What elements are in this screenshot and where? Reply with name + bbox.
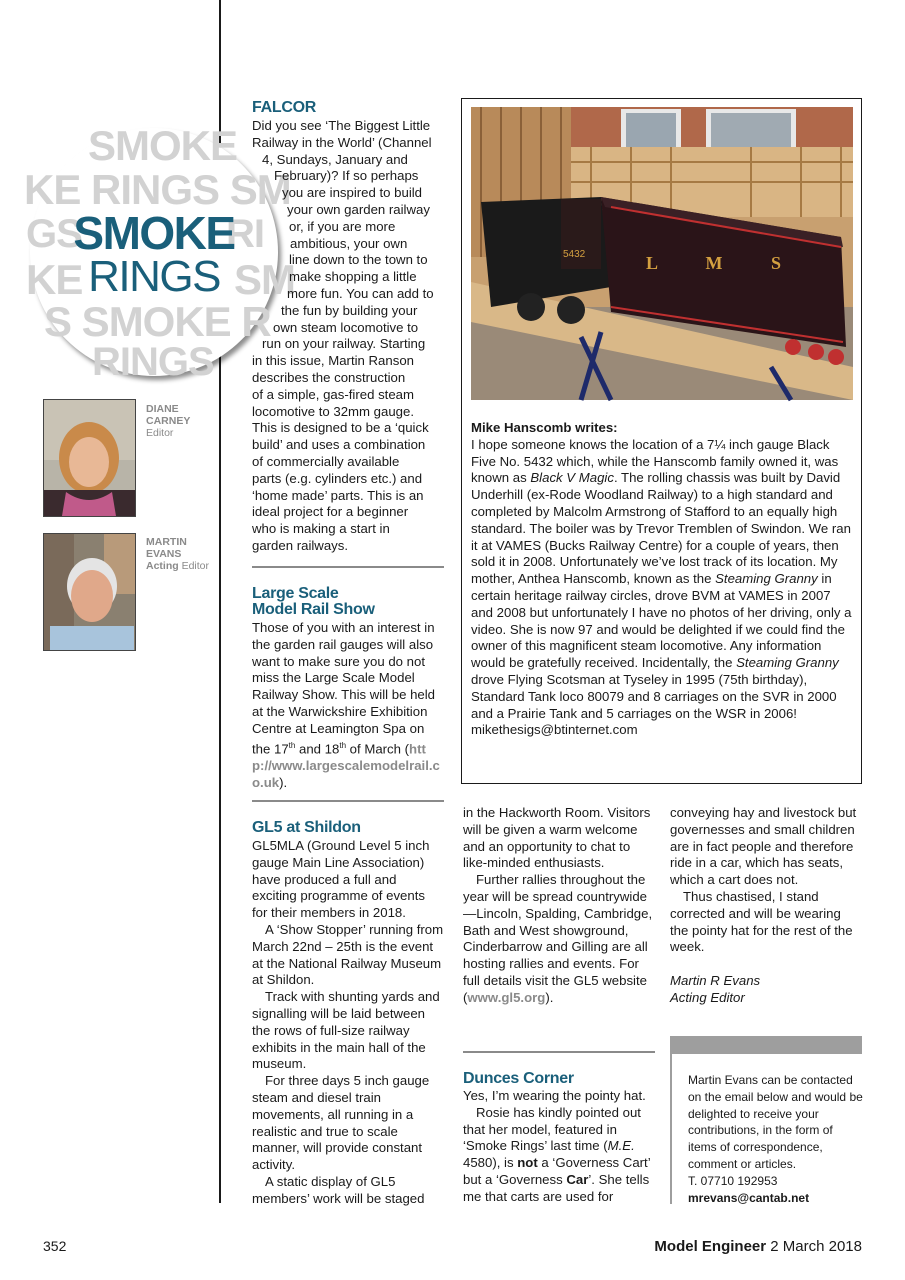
text-line: build’ and uses a combination: [252, 437, 426, 453]
contact-side-bar: [670, 1054, 672, 1204]
large-scale-link[interactable]: http://www.largescalemodelrail.co.uk: [252, 740, 440, 790]
text-line: locomotive to 32mm gauge.: [252, 403, 414, 419]
text-line: ‘home made’ parts. This is an: [252, 487, 424, 503]
paragraph: Rosie has kindly pointed out that her model, featured in ‘Smoke Rings’ last time (: [463, 1104, 641, 1154]
paragraph: a ‘Governess Cart’ but a ‘Governess: [463, 1155, 651, 1187]
contact-phone: T. 07710 192953: [688, 1173, 778, 1188]
logo-ghost-text: KE: [26, 256, 83, 303]
large-scale-article: [252, 620, 445, 791]
editor-photo-martin: [43, 533, 136, 651]
editor-name: DIANE: [146, 403, 179, 415]
gl5-website-link[interactable]: www.gl5.org: [467, 989, 546, 1005]
dunces-article-continued: [670, 805, 862, 1007]
logo-ghost-text: RINGS: [92, 340, 214, 384]
editor-role: Editor: [181, 560, 210, 572]
heading-line: Model Rail Show: [252, 601, 375, 618]
signature-title: Acting Editor: [670, 989, 745, 1005]
text-line: own steam locomotive to: [273, 319, 419, 335]
section-divider: [252, 566, 444, 568]
heading-line: Large Scale: [252, 585, 339, 602]
editor-caption-diane: [146, 403, 190, 439]
paragraph: For three days 5 inch gauge steam and diesel train movements, all running in a realistic and true to scale manner, will provide constant activity.: [252, 1073, 430, 1173]
paragraph: conveying hay and livestock but governesses and small children are in fact people and therefore ride in a car, which has seats, which a cart does not.: [670, 805, 857, 888]
tender-lettering: L M S: [646, 253, 804, 273]
paragraph: GL5MLA (Ground Level 5 inch gauge Main Line Association) have produced a full and exciting programme of events for their members in 2018.: [252, 838, 430, 921]
logo-rings-text: RINGS: [88, 252, 220, 301]
editor-surname: EVANS: [146, 548, 182, 560]
logo-ghost-text: S SMOKE R: [44, 298, 271, 345]
issue-date: 2 March 2018: [770, 1238, 862, 1255]
article-text: Those of you with an interest in the garden rail gauges will also want to make sure you do not miss the Large Scale Model Railway Show. This will be held at the Warwickshire Exhibition Centre at Leamington Spa on the 17: [252, 620, 436, 756]
text-line: make shopping a little: [289, 269, 417, 285]
gl5-heading: GL5 at Shildon: [252, 819, 361, 836]
editor-photo-diane: [43, 399, 136, 517]
article-text: of March (: [346, 740, 410, 756]
text-line: more fun. You can add to: [287, 285, 434, 301]
footer-masthead: [654, 1238, 862, 1255]
editor-name: MARTIN: [146, 536, 187, 548]
letter-body: in certain heritage railway circles, drove BVM at VAMES in 2007 and 2008 but unfortunately I have no photos of her driving, only a video. She is now 97 and would be delighted if we could find the owner of this magnificent steam locomotive. Any information would be gratefully received. Incidentally, the: [471, 571, 852, 671]
text-line: of a simple, gas-fired steam: [252, 386, 414, 402]
paragraph: Track with shunting yards and signalling will be laid between the rows of full-size railway exhibits in the main hall of the museum.: [252, 989, 440, 1072]
italic-text: M.E.: [607, 1138, 635, 1154]
italic-text: Steaming Granny: [715, 571, 818, 587]
text-line: the fun by building your: [281, 302, 418, 318]
text-line: February)? If so perhaps: [274, 168, 419, 184]
paragraph: ’. She tells me that carts are used for: [463, 1171, 650, 1204]
falcor-article: [252, 118, 452, 555]
section-divider: [252, 800, 444, 802]
gl5-article: [252, 838, 444, 1208]
falcor-heading: FALCOR: [252, 99, 316, 116]
logo-ghost-text: GS: [26, 212, 82, 256]
italic-text: Black V Magic: [530, 470, 614, 486]
paragraph: A static display of GL5 members’ work will be staged: [252, 1173, 425, 1206]
editor-role-bold: Acting: [146, 560, 179, 572]
article-text: ).: [279, 774, 288, 790]
paragraph: A ‘Show Stopper’ running from March 22nd – 25th is the event at the National Railway Museum at Shildon.: [252, 921, 444, 988]
locomotive-photo: [471, 107, 853, 400]
text-line: your own garden railway: [287, 201, 430, 217]
contact-text: [688, 1072, 864, 1206]
bold-text: Car: [566, 1171, 589, 1187]
logo-ghost-text: SMOKE: [88, 122, 238, 169]
editor-role: Editor: [146, 427, 174, 439]
text-line: ideal project for a beginner: [252, 504, 409, 520]
contact-email-link[interactable]: mrevans@cantab.net: [688, 1190, 810, 1205]
text-line: Railway in the World’ (Channel: [252, 134, 432, 150]
paragraph: Further rallies throughout the year will be spread countrywide—Lincoln, Spalding, Cambridge, Bath and West showground, Cinderbarrow and Gilling are all hosting rallies and events. For full details visit the GL5 website (: [463, 872, 653, 1005]
text-line: describes the construction: [252, 369, 406, 385]
text-line: of commercially available: [252, 453, 400, 469]
text-line: you are inspired to build: [282, 185, 423, 201]
text-line: 4, Sundays, January and: [262, 151, 408, 167]
logo-ghost-text: SM: [234, 256, 295, 303]
cab-number: 5432: [563, 249, 586, 260]
letter-email-link[interactable]: mikethesigs@btinternet.com: [471, 722, 638, 738]
letter-text: [471, 420, 855, 739]
letter-body: . The rolling chassis was built by David Underhill (ex-Rode Woodland Railway) to a high standard and completed by Malcolm Armstrong of Stafford to an equally high standard. The boiler was by Trevor Tremblen of Swindon. We ran it at VAMES (Bucks Railway Centre) for a couple of years, then sold it in 2008. Unfortunately we’ve lost track of its location. My mother, Anthea Hanscomb, known as the: [471, 470, 851, 587]
logo-smoke-text: SMOKE: [73, 207, 235, 259]
paragraph: 4580), is: [463, 1155, 518, 1171]
contact-bar: [670, 1036, 862, 1054]
text-line: or, if you are more: [289, 218, 396, 234]
contact-box: [670, 1036, 862, 1204]
logo-ghost-text: RI: [226, 212, 264, 256]
letter-body: I hope someone knows the location of a 7¼ inch gauge Black Five No. 5432 which, while the Hanscomb family owned it, was known as: [471, 436, 839, 486]
superscript: th: [339, 740, 347, 750]
smoke-rings-logo: [24, 122, 295, 384]
text-line: in this issue, Martin Ranson: [252, 353, 414, 369]
page-number: 352: [43, 1238, 67, 1254]
dunces-article: [463, 1088, 655, 1206]
logo-ghost-text: KE RINGS SM: [24, 166, 291, 213]
signature-name: Martin R Evans: [670, 973, 761, 989]
contact-description: Martin Evans can be contacted on the email below and would be delighted to receive your contributions, in the form of items of correspondence, comment or articles.: [688, 1073, 863, 1171]
large-scale-heading: [252, 586, 375, 618]
section-divider: [463, 1051, 655, 1053]
editor-caption-martin: [146, 536, 209, 572]
gl5-article-continued: [463, 805, 653, 1007]
paragraph: in the Hackworth Room. Visitors will be given a warm welcome and an opportunity to chat to like-minded enthusiasts.: [463, 805, 651, 871]
bold-text: not: [517, 1155, 538, 1171]
paragraph: Yes, I’m wearing the pointy hat.: [463, 1088, 646, 1103]
text-line: run on your railway. Starting: [262, 336, 426, 352]
letter-body: drove Flying Scotsman at Tyseley in 1995 (75th birthday), Standard Tank loco 80079 and 8 carriages on the SVR in 2000 and a Prairie Tank and 5 carriages on the WSR in 2006!: [471, 671, 837, 721]
superscript: th: [288, 740, 296, 750]
italic-text: Steaming Granny: [736, 655, 839, 671]
text-line: garden railways.: [252, 537, 349, 553]
article-text: and 18: [295, 740, 340, 756]
text-line: parts (e.g. cylinders etc.) and: [252, 470, 423, 486]
dunces-heading: Dunces Corner: [463, 1070, 574, 1087]
paragraph: Thus chastised, I stand corrected and will be wearing the pointy hat for the rest of the week.: [670, 888, 853, 955]
letter-heading: Mike Hanscomb writes:: [471, 420, 618, 435]
text-line: line down to the town to: [289, 252, 428, 268]
editor-surname: CARNEY: [146, 415, 191, 427]
paragraph-end: ).: [545, 989, 554, 1005]
text-line: Did you see ‘The Biggest Little: [252, 118, 431, 133]
magazine-name: Model Engineer: [654, 1238, 767, 1255]
text-line: who is making a start in: [252, 521, 390, 537]
letter-box: [461, 98, 862, 784]
text-line: This is designed to be a ‘quick: [252, 420, 429, 436]
text-line: ambitious, your own: [290, 235, 408, 251]
